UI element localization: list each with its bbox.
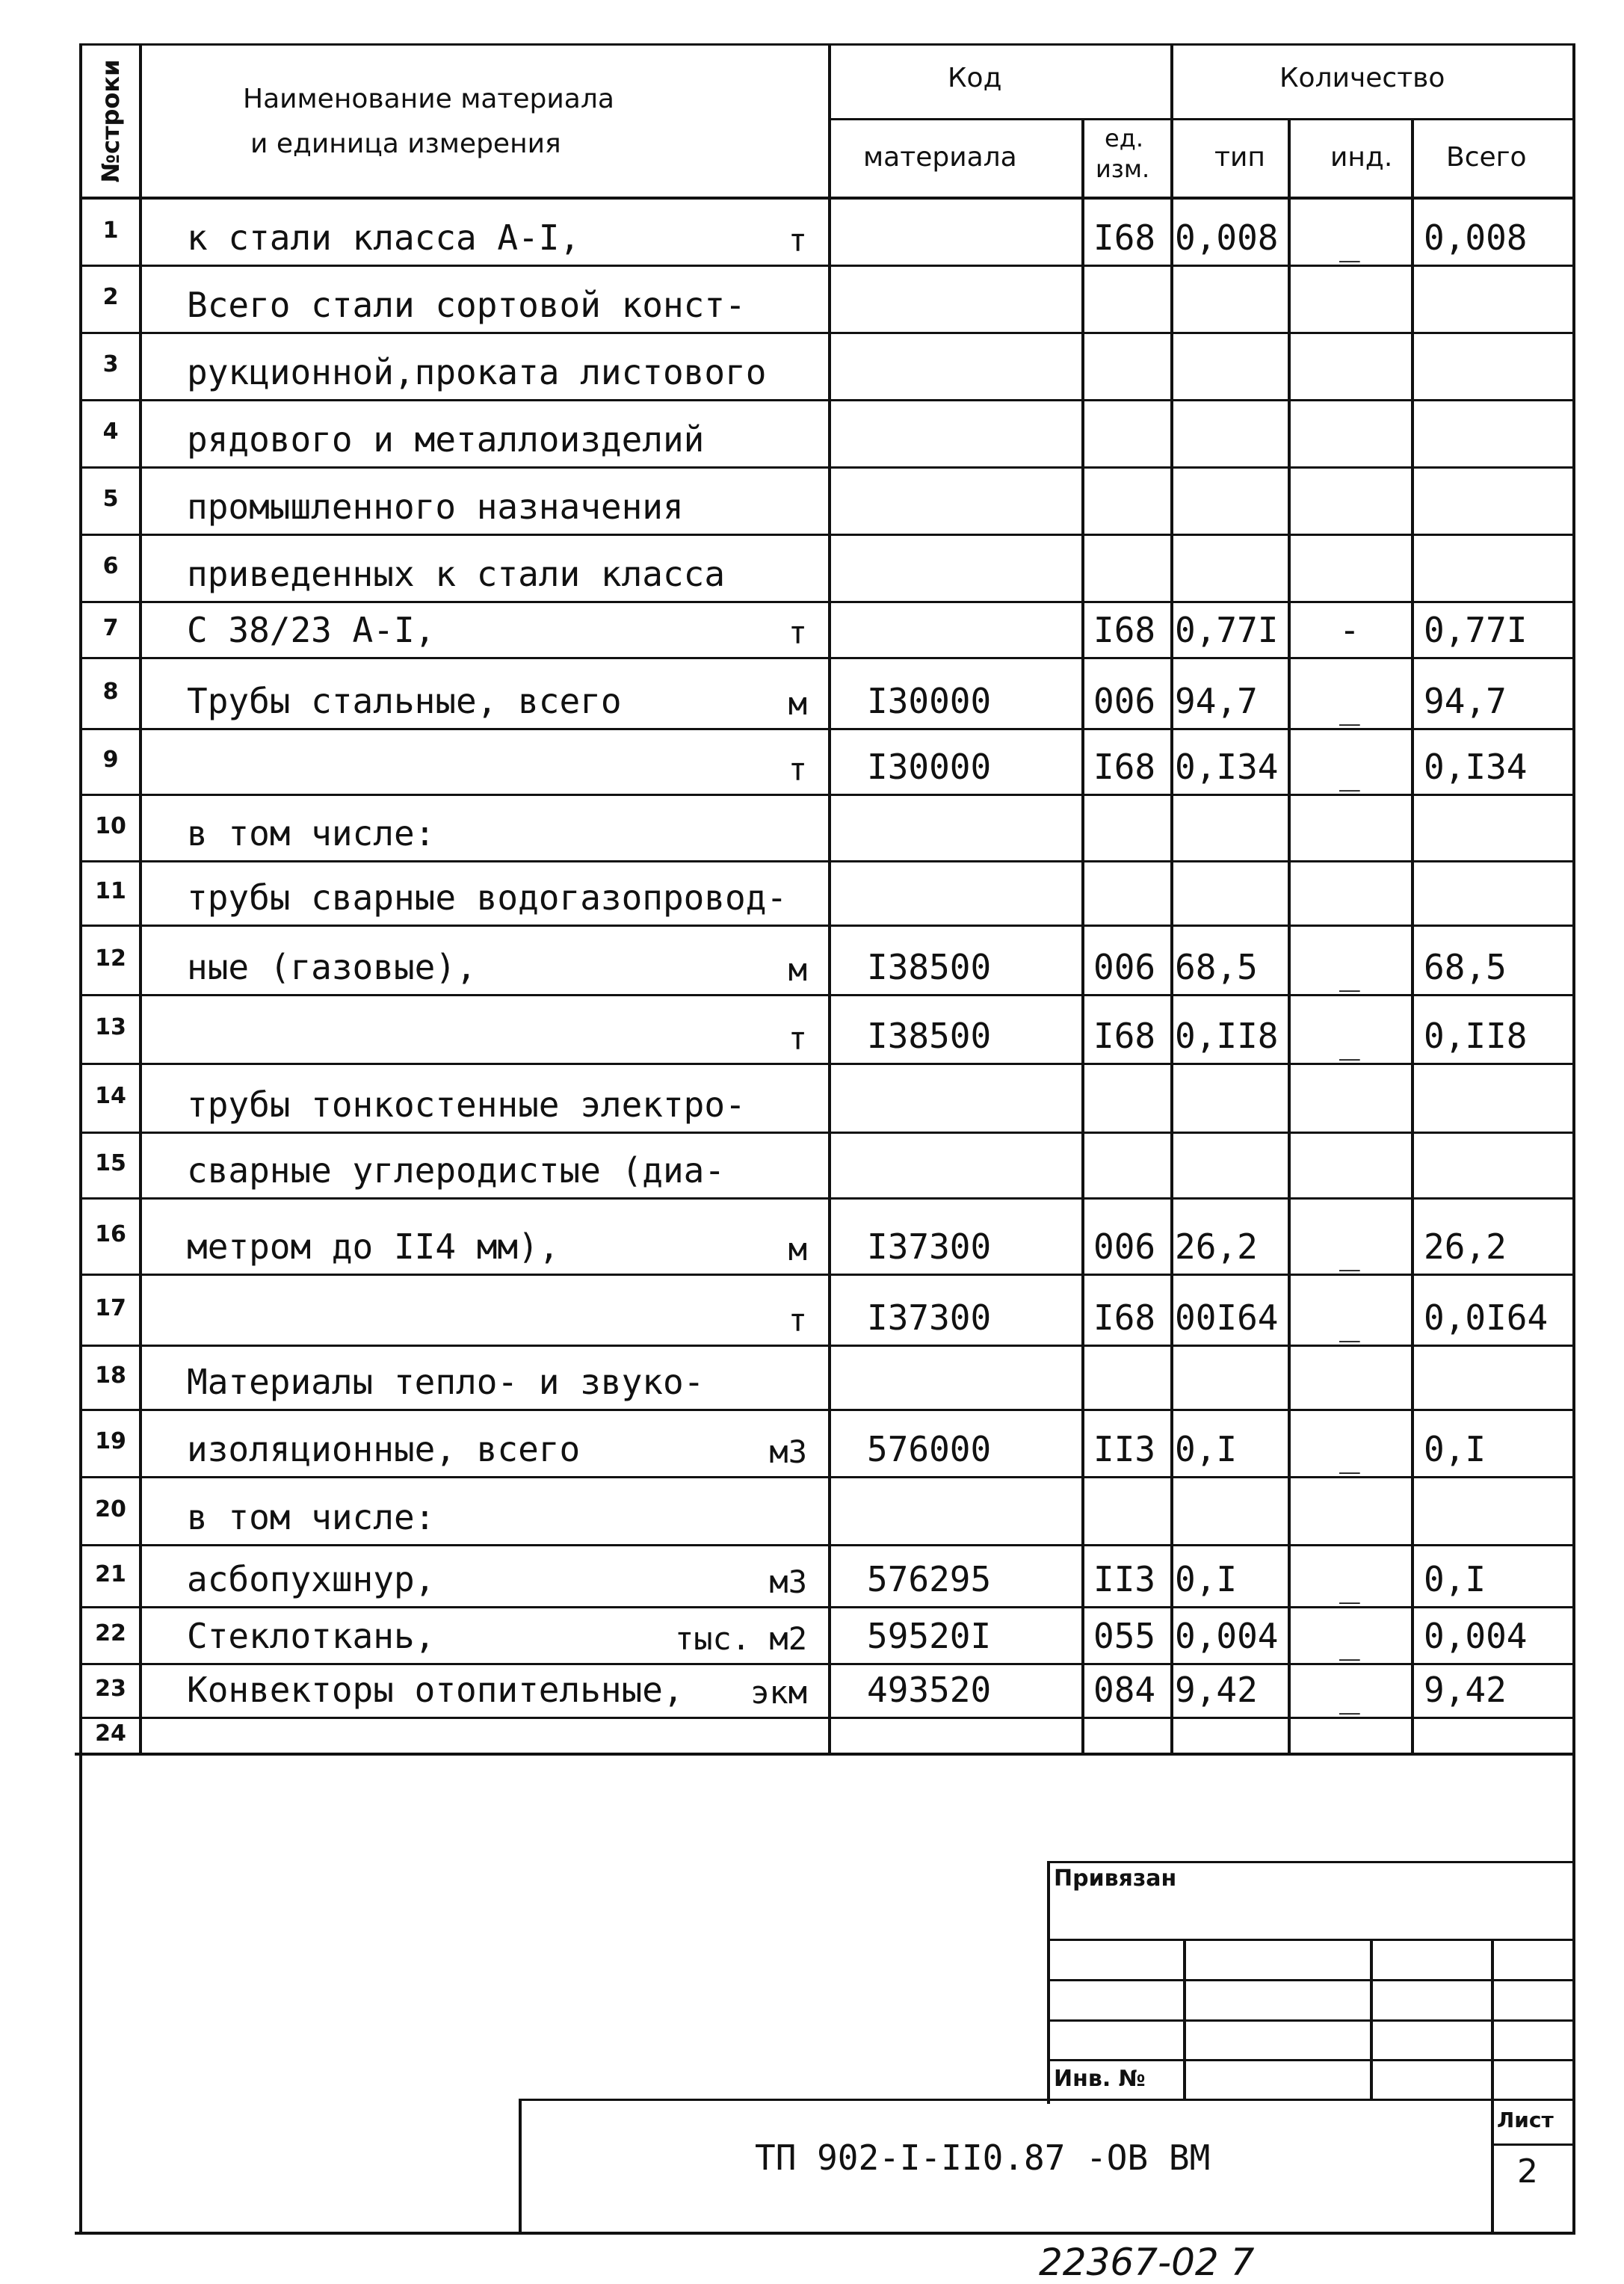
row-unit: м	[788, 951, 807, 988]
row-unit-code: I68	[1093, 610, 1156, 650]
grid-right	[1572, 43, 1575, 2233]
row-material-code: I37300	[867, 1297, 992, 1338]
row-type-qty: 0,77I	[1175, 610, 1279, 650]
tb-col-3	[1491, 1939, 1494, 2234]
row-name: к стали класса А-I,	[187, 217, 581, 258]
row-number: 8	[102, 678, 119, 705]
row-name: Стеклоткань,	[187, 1616, 436, 1656]
row-name: трубы тонкостенные электро-	[187, 1084, 746, 1125]
row-divider	[81, 1197, 1575, 1200]
row-number: 7	[102, 614, 119, 641]
row-material-code: I30000	[867, 681, 992, 721]
row-unit-code: 006	[1093, 1226, 1156, 1267]
grid-col-ind	[1411, 118, 1414, 1755]
row-total-qty: 9,42	[1424, 1670, 1507, 1710]
grid-col-code	[1081, 118, 1084, 1755]
tb-attached-label: Привязан	[1054, 1865, 1177, 1892]
grid-col-name	[828, 43, 831, 1755]
row-number: 23	[95, 1676, 126, 1702]
row-number: 22	[95, 1620, 126, 1646]
row-unit: т	[788, 1302, 807, 1339]
row-individual-qty: _	[1339, 951, 1360, 992]
row-name: сварные углеродистые (диа-	[187, 1150, 726, 1191]
tb-sheet-sep	[1492, 2143, 1575, 2146]
row-number: 1	[102, 217, 119, 244]
row-name: Конвекторы отопительные,	[187, 1670, 684, 1710]
header-row-no-label: №строки	[96, 59, 125, 183]
row-name: метром до II4 мм),	[187, 1226, 560, 1267]
row-name: рукционной,проката листового	[187, 352, 767, 392]
row-unit: экм	[750, 1674, 807, 1711]
row-unit-code: II3	[1093, 1559, 1156, 1599]
row-divider	[81, 1063, 1575, 1065]
tb-designation: ТП 902-I-II0.87 -ОВ ВМ	[755, 2138, 1211, 2178]
grid-col-unit	[1170, 43, 1173, 1755]
row-number: 10	[95, 812, 126, 839]
row-material-code: I30000	[867, 747, 992, 787]
row-divider	[81, 1274, 1575, 1276]
row-individual-qty: _	[1339, 1231, 1360, 1271]
tb-sheet-number: 2	[1517, 2152, 1538, 2191]
row-divider	[81, 657, 1575, 659]
header-name-line2: и единица измерения	[250, 129, 561, 159]
row-total-qty: 0,0I64	[1424, 1297, 1549, 1338]
row-number: 13	[95, 1014, 126, 1040]
row-unit-code: 055	[1093, 1616, 1156, 1656]
row-unit: м3	[769, 1433, 807, 1470]
row-divider	[81, 399, 1575, 401]
row-unit-code: 084	[1093, 1670, 1156, 1710]
grid-body-bottom	[75, 1753, 1575, 1756]
row-total-qty: 0,77I	[1424, 610, 1528, 650]
row-material-code: 576000	[867, 1429, 992, 1469]
header-unit-line1: ед.	[1105, 124, 1143, 152]
row-number: 14	[95, 1083, 126, 1109]
row-number: 19	[95, 1428, 126, 1454]
row-number: 6	[102, 553, 119, 579]
row-number: 20	[95, 1496, 126, 1522]
row-divider	[81, 1345, 1575, 1347]
row-divider	[81, 332, 1575, 334]
tb-line-2	[1049, 1979, 1575, 1981]
row-divider	[81, 925, 1575, 927]
row-total-qty: 0,I34	[1424, 747, 1528, 787]
row-type-qty: 94,7	[1175, 681, 1258, 721]
row-total-qty: 0,II8	[1424, 1016, 1528, 1056]
row-divider	[81, 1544, 1575, 1546]
row-individual-qty: _	[1339, 1620, 1360, 1661]
row-divider	[81, 601, 1575, 603]
row-name: Всего стали сортовой конст-	[187, 285, 746, 325]
header-row-no	[81, 45, 141, 198]
row-individual-qty: _	[1339, 751, 1360, 791]
row-individual-qty: _	[1339, 1564, 1360, 1604]
row-individual-qty: _	[1339, 1302, 1360, 1342]
row-number: 11	[95, 878, 126, 904]
row-unit: т	[788, 751, 807, 788]
row-divider	[81, 1606, 1575, 1608]
header-name-line1: Наименование материала	[243, 84, 614, 114]
row-individual-qty: _	[1339, 685, 1360, 726]
row-unit: м3	[769, 1564, 807, 1600]
tb-stamp-bottom	[75, 2232, 1575, 2235]
tb-archive-number: 22367-02 7	[1039, 2241, 1255, 2284]
tb-left	[1047, 1861, 1050, 2104]
row-unit-code: I68	[1093, 747, 1156, 787]
header-individual: инд.	[1330, 142, 1393, 173]
header-quantity: Количество	[1279, 63, 1445, 93]
row-total-qty: 68,5	[1424, 947, 1507, 987]
row-individual-qty: -	[1339, 610, 1360, 650]
row-material-code: I38500	[867, 947, 992, 987]
header-total: Всего	[1446, 142, 1527, 173]
row-material-code: 59520I	[867, 1616, 992, 1656]
row-divider	[81, 1663, 1575, 1665]
row-type-qty: 0,I	[1175, 1429, 1238, 1469]
row-type-qty: 0,004	[1175, 1616, 1279, 1656]
row-total-qty: 0,I	[1424, 1559, 1486, 1599]
row-number: 15	[95, 1150, 126, 1176]
row-number: 24	[95, 1720, 126, 1747]
row-name: приведенных к стали класса	[187, 554, 726, 594]
row-total-qty: 0,004	[1424, 1616, 1528, 1656]
row-total-qty: 0,I	[1424, 1429, 1486, 1469]
row-divider	[81, 534, 1575, 536]
row-number: 16	[95, 1221, 126, 1247]
tb-sheet-label: Лист	[1497, 2108, 1554, 2132]
row-type-qty: 9,42	[1175, 1670, 1258, 1710]
row-divider	[81, 1717, 1575, 1719]
tb-stamp-top	[520, 2099, 1575, 2101]
row-unit: т	[788, 614, 807, 651]
row-unit: т	[788, 1020, 807, 1057]
row-name: С 38/23 А-I,	[187, 610, 436, 650]
row-unit-code: II3	[1093, 1429, 1156, 1469]
row-total-qty: 26,2	[1424, 1226, 1507, 1267]
tb-top	[1049, 1861, 1575, 1863]
tb-stamp-left	[519, 2099, 522, 2233]
row-name: Трубы стальные, всего	[187, 681, 622, 721]
tb-col-1	[1183, 1939, 1186, 2099]
row-individual-qty: _	[1339, 222, 1360, 262]
row-material-code: I38500	[867, 1016, 992, 1056]
tb-line-3	[1049, 2019, 1575, 2022]
row-name: изоляционные, всего	[187, 1429, 581, 1469]
row-divider	[81, 860, 1575, 862]
tb-line-1	[1049, 1939, 1575, 1941]
row-unit: м	[788, 1231, 807, 1268]
row-divider	[81, 265, 1575, 267]
row-type-qty: 00I64	[1175, 1297, 1279, 1338]
row-divider	[81, 728, 1575, 730]
row-material-code: 493520	[867, 1670, 992, 1710]
row-number: 21	[95, 1561, 126, 1587]
row-name: трубы сварные водогазопровод-	[187, 877, 788, 918]
header-unit-line2: изм.	[1096, 155, 1150, 183]
row-type-qty: 0,I34	[1175, 747, 1279, 787]
row-name: Материалы тепло- и звуко-	[187, 1362, 705, 1402]
grid-header-mid	[830, 118, 1575, 120]
row-divider	[81, 794, 1575, 796]
row-name: промышленного назначения	[187, 487, 684, 527]
row-number: 18	[95, 1362, 126, 1389]
row-unit: тыс. м2	[674, 1620, 807, 1657]
tb-col-2	[1370, 1939, 1373, 2099]
row-unit-code: 006	[1093, 947, 1156, 987]
row-divider	[81, 1476, 1575, 1478]
row-unit-code: I68	[1093, 1016, 1156, 1056]
row-number: 5	[102, 486, 119, 512]
row-total-qty: 94,7	[1424, 681, 1507, 721]
row-type-qty: 0,I	[1175, 1559, 1238, 1599]
row-divider	[81, 1132, 1575, 1134]
grid-col-type	[1288, 118, 1291, 1755]
row-material-code: I37300	[867, 1226, 992, 1267]
row-unit-code: 006	[1093, 681, 1156, 721]
row-unit-code: I68	[1093, 1297, 1156, 1338]
row-name: в том числе:	[187, 813, 436, 854]
row-name: рядового и металлоизделий	[187, 419, 705, 460]
row-material-code: 576295	[867, 1559, 992, 1599]
tb-inv-label: Инв. №	[1054, 2066, 1146, 2092]
row-name: в том числе:	[187, 1497, 436, 1537]
row-number: 4	[102, 419, 119, 445]
row-divider	[81, 1409, 1575, 1411]
row-number: 3	[102, 351, 119, 377]
row-number: 17	[95, 1294, 126, 1321]
row-number: 9	[102, 747, 119, 773]
header-material-code: материала	[863, 142, 1017, 173]
row-type-qty: 68,5	[1175, 947, 1258, 987]
row-type-qty: 0,008	[1175, 217, 1279, 258]
row-total-qty: 0,008	[1424, 217, 1528, 258]
row-individual-qty: _	[1339, 1433, 1360, 1474]
row-divider	[81, 466, 1575, 469]
row-individual-qty: _	[1339, 1674, 1360, 1714]
row-number: 2	[102, 284, 119, 310]
row-name: ные (газовые),	[187, 947, 477, 987]
header-code: Код	[948, 63, 1002, 93]
header-type: тип	[1214, 142, 1265, 173]
row-unit-code: I68	[1093, 217, 1156, 258]
row-unit: т	[788, 222, 807, 259]
row-name: асбопухшнур,	[187, 1559, 436, 1599]
row-type-qty: 0,II8	[1175, 1016, 1279, 1056]
row-individual-qty: _	[1339, 1020, 1360, 1061]
row-number: 12	[95, 945, 126, 972]
tb-line-4	[1049, 2059, 1575, 2061]
row-divider	[81, 994, 1575, 996]
row-type-qty: 26,2	[1175, 1226, 1258, 1267]
row-unit: м	[788, 685, 807, 722]
